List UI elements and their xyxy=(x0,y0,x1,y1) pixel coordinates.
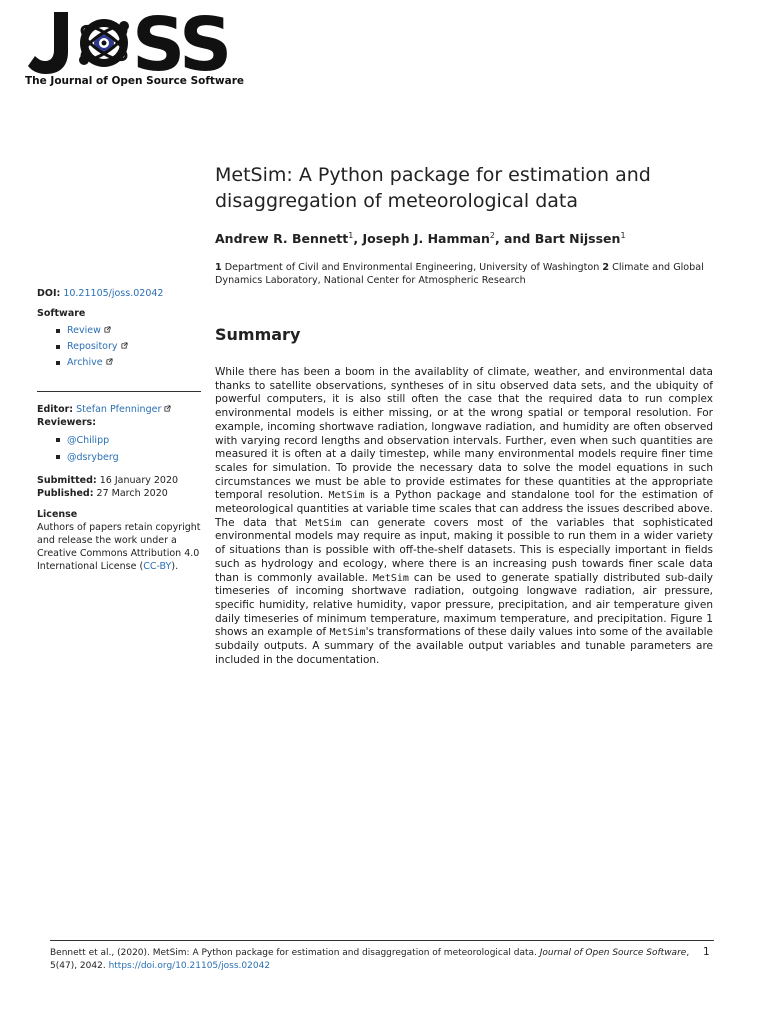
submitted-date: 16 January 2020 xyxy=(99,475,179,486)
license-end: ). xyxy=(171,561,179,572)
citation-text: Bennett et al., (2020). MetSim: A Python package for estimation and disaggregation of meteorological data. xyxy=(50,948,540,958)
editor-label: Editor: xyxy=(37,404,74,415)
summary-text: is a Python package and standalone tool for the estimation of meteorological quantities at variable time scales that can address the issues described above. The data that xyxy=(215,489,713,529)
svg-text:S: S xyxy=(132,10,186,76)
citation-volume: , 5(47), 2042. xyxy=(50,948,690,971)
sidebar-divider xyxy=(37,391,201,392)
author-name: Joseph J. Hamman xyxy=(362,231,490,247)
list-item xyxy=(53,355,202,371)
author-name: Bart Nijssen xyxy=(534,231,621,247)
affiliation-text: Climate and Global Dynamics Laboratory, National Center for Atmospheric Research xyxy=(215,262,704,286)
submitted-line xyxy=(37,474,202,487)
reviewer-link[interactable]: @Chilipp xyxy=(67,435,110,446)
doi-link[interactable]: 10.21105/joss.02042 xyxy=(63,288,164,299)
doi-line xyxy=(37,287,202,300)
author-name: Andrew R. Bennett xyxy=(215,231,349,247)
license-body: Authors of papers retain copyright and release the work under a Creative Commons Attribution 4.0 International License ( xyxy=(37,522,201,572)
external-link-icon xyxy=(104,326,111,333)
author-affiliation-mark: 2 xyxy=(489,231,495,240)
affiliation-number: 1 xyxy=(215,262,222,273)
journal-name: Journal of Open Source Software xyxy=(539,948,687,958)
list-item xyxy=(53,339,202,355)
joss-logo-mark xyxy=(24,10,234,76)
reviewer-list xyxy=(37,432,202,466)
summary-text: can generate covers most of the variables that sophisticated environmental models may require as input, making it possible to run them in a wider variety of situations than is possible with off-the-shelf datasets. This is especially important in fields such as hydrology and ecology, where there is an increasing push towards finer scale data than is commonly available. xyxy=(215,516,713,584)
author-affiliation-mark: 1 xyxy=(348,231,354,240)
sidebar-metadata xyxy=(37,287,202,371)
list-item xyxy=(53,323,202,339)
review-link[interactable]: Review xyxy=(67,325,101,336)
external-link-icon xyxy=(106,358,113,365)
reviewer-link[interactable]: @dsryberg xyxy=(67,452,119,463)
published-date: 27 March 2020 xyxy=(96,488,168,499)
list-item xyxy=(53,449,202,466)
editor-line xyxy=(37,403,202,416)
footer-divider xyxy=(50,940,714,941)
published-line xyxy=(37,487,202,500)
published-label: Published: xyxy=(37,488,94,499)
author-list: Andrew R. Bennett$^1$, Joseph J. Hamman$^2$, and Bart Nijssen$^1$ xyxy=(215,231,626,247)
journal-logo xyxy=(24,10,245,90)
summary-text: 's transformations of these daily values into some of the available subdaily outputs. A summary of the available output variables and tunable parameters are included in the documentation. xyxy=(215,626,713,666)
license-text xyxy=(37,521,202,573)
license-heading: License xyxy=(37,509,78,520)
doi-url-link[interactable]: https://doi.org/10.21105/joss.02042 xyxy=(108,960,271,971)
inline-code: MetSim xyxy=(328,490,365,502)
external-link-icon xyxy=(164,405,171,412)
affiliation-text: Department of Civil and Environmental Engineering, University of Washington xyxy=(224,262,600,273)
list-item xyxy=(53,432,202,449)
journal-tagline: The Journal of Open Source Software xyxy=(25,75,245,87)
inline-code: MetSim xyxy=(372,572,409,584)
editor-link[interactable]: Stefan Pfenninger xyxy=(76,404,162,415)
software-heading: Software xyxy=(37,308,86,319)
page-number: 1 xyxy=(703,946,710,958)
author-affiliation-mark: 1 xyxy=(620,231,626,240)
paper-title: MetSim: A Python package for estimation and disaggregation of meteorological data xyxy=(215,164,651,212)
affiliation-number: 2 xyxy=(602,262,610,273)
inline-code: MetSim xyxy=(329,627,366,639)
footer-citation xyxy=(50,947,690,972)
summary-text: can be used to generate spatially distributed sub-daily timeseries of incoming shortwave radiation, outgoing longwave radiation, air pressure, specific humidity, relative humidity, vapor pressure, precipitation, and air temperature given daily timeseries of minimum temperature, maximum temperature, and precipitation. Figure 1 shows an example of xyxy=(215,571,713,639)
external-link-icon xyxy=(121,342,128,349)
reviewers-heading: Reviewers: xyxy=(37,417,97,428)
summary-text: While there has been a boom in the availablity of climate, weather, and environmental data thanks to satellite observations, syntheses of in situ observed data sets, and the ubiquity of powerful computers, it is also still often the case that the required data to run complex environmental models is either missing, or at the wrong spatial or temporal resolution. For example, incoming shortwave radiation, longwave radiation, and humidity are often observed with varying record lengths and observation intervals. Further, even when such quantities are measured it is often at a daily timestep, while many environmental models require finer time scales for simulation. To provide the necessary data to solve the model equations in such circumstances we must be able to provide estimates for these quantities at the appropriate temporal resolution. xyxy=(215,366,713,502)
summary-heading: Summary xyxy=(215,325,301,344)
sidebar-editorial xyxy=(37,403,202,573)
software-links xyxy=(37,323,202,371)
archive-link[interactable]: Archive xyxy=(67,357,103,368)
repository-link[interactable]: Repository xyxy=(67,341,118,352)
submitted-label: Submitted: xyxy=(37,475,97,486)
summary-paragraph xyxy=(215,366,713,667)
inline-code: MetSim xyxy=(305,517,342,529)
affiliations xyxy=(215,261,715,287)
svg-text:S: S xyxy=(179,10,233,76)
cc-by-link[interactable]: CC-BY xyxy=(143,561,172,572)
doi-label: DOI: xyxy=(37,288,61,299)
